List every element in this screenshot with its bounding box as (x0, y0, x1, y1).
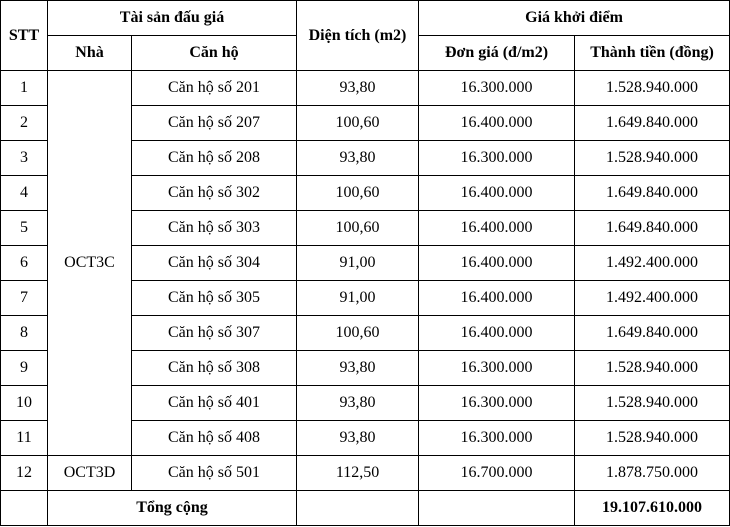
unit-price-cell: 16.300.000 (419, 386, 575, 421)
area-cell: 91,00 (297, 246, 419, 281)
unit-price-cell: 16.400.000 (419, 281, 575, 316)
total-area-cell (297, 491, 419, 526)
unit-price-cell: 16.400.000 (419, 316, 575, 351)
header-stt: STT (1, 1, 48, 71)
table-body (1, 71, 730, 526)
apartment-cell: Căn hộ số 305 (132, 281, 297, 316)
total-cell: 1.528.940.000 (575, 351, 730, 386)
total-cell: 1.878.750.000 (575, 456, 730, 491)
header-building: Nhà (48, 36, 132, 71)
header-row-top (1, 1, 730, 36)
apartment-cell: Căn hộ số 304 (132, 246, 297, 281)
total-cell: 1.528.940.000 (575, 71, 730, 106)
area-cell: 93,80 (297, 351, 419, 386)
area-cell: 100,60 (297, 316, 419, 351)
grand-total-value: 19.107.610.000 (575, 491, 730, 526)
stt-cell: 7 (1, 281, 48, 316)
total-row (1, 491, 730, 526)
stt-cell: 4 (1, 176, 48, 211)
apartment-cell: Căn hộ số 307 (132, 316, 297, 351)
header-area: Diện tích (m2) (297, 1, 419, 71)
apartment-cell: Căn hộ số 303 (132, 211, 297, 246)
stt-cell: 9 (1, 351, 48, 386)
stt-cell: 10 (1, 386, 48, 421)
total-cell: 1.528.940.000 (575, 421, 730, 456)
unit-price-cell: 16.300.000 (419, 421, 575, 456)
total-cell: 1.492.400.000 (575, 246, 730, 281)
unit-price-cell: 16.300.000 (419, 71, 575, 106)
total-cell: 1.528.940.000 (575, 386, 730, 421)
area-cell: 93,80 (297, 386, 419, 421)
total-stt-cell (1, 491, 48, 526)
total-cell: 1.649.840.000 (575, 211, 730, 246)
header-total-price: Thành tiền (đồng) (575, 36, 730, 71)
stt-cell: 1 (1, 71, 48, 106)
total-cell: 1.528.940.000 (575, 141, 730, 176)
stt-cell: 5 (1, 211, 48, 246)
total-unit-price-cell (419, 491, 575, 526)
area-cell: 100,60 (297, 176, 419, 211)
stt-cell: 11 (1, 421, 48, 456)
unit-price-cell: 16.400.000 (419, 246, 575, 281)
area-cell: 93,80 (297, 421, 419, 456)
building-cell: OCT3D (48, 456, 132, 491)
header-unit-price: Đơn giá (đ/m2) (419, 36, 575, 71)
building-cell: OCT3C (48, 71, 132, 456)
header-price-group: Giá khởi điểm (419, 1, 730, 36)
total-label: Tổng cộng (48, 491, 297, 526)
area-cell: 100,60 (297, 106, 419, 141)
stt-cell: 6 (1, 246, 48, 281)
header-apartment: Căn hộ (132, 36, 297, 71)
area-cell: 93,80 (297, 71, 419, 106)
area-cell: 93,80 (297, 141, 419, 176)
area-cell: 91,00 (297, 281, 419, 316)
apartment-cell: Căn hộ số 501 (132, 456, 297, 491)
stt-cell: 8 (1, 316, 48, 351)
unit-price-cell: 16.700.000 (419, 456, 575, 491)
apartment-cell: Căn hộ số 302 (132, 176, 297, 211)
total-cell: 1.649.840.000 (575, 316, 730, 351)
area-cell: 100,60 (297, 211, 419, 246)
unit-price-cell: 16.400.000 (419, 106, 575, 141)
apartment-cell: Căn hộ số 201 (132, 71, 297, 106)
total-cell: 1.649.840.000 (575, 106, 730, 141)
table-row (1, 456, 730, 491)
stt-cell: 3 (1, 141, 48, 176)
unit-price-cell: 16.300.000 (419, 141, 575, 176)
total-cell: 1.492.400.000 (575, 281, 730, 316)
area-cell: 112,50 (297, 456, 419, 491)
unit-price-cell: 16.400.000 (419, 211, 575, 246)
apartment-cell: Căn hộ số 208 (132, 141, 297, 176)
unit-price-cell: 16.300.000 (419, 351, 575, 386)
apartment-cell: Căn hộ số 408 (132, 421, 297, 456)
header-asset-group: Tài sản đấu giá (48, 1, 297, 36)
apartment-cell: Căn hộ số 308 (132, 351, 297, 386)
stt-cell: 12 (1, 456, 48, 491)
total-cell: 1.649.840.000 (575, 176, 730, 211)
apartment-cell: Căn hộ số 401 (132, 386, 297, 421)
table-row (1, 71, 730, 106)
apartment-cell: Căn hộ số 207 (132, 106, 297, 141)
unit-price-cell: 16.400.000 (419, 176, 575, 211)
stt-cell: 2 (1, 106, 48, 141)
